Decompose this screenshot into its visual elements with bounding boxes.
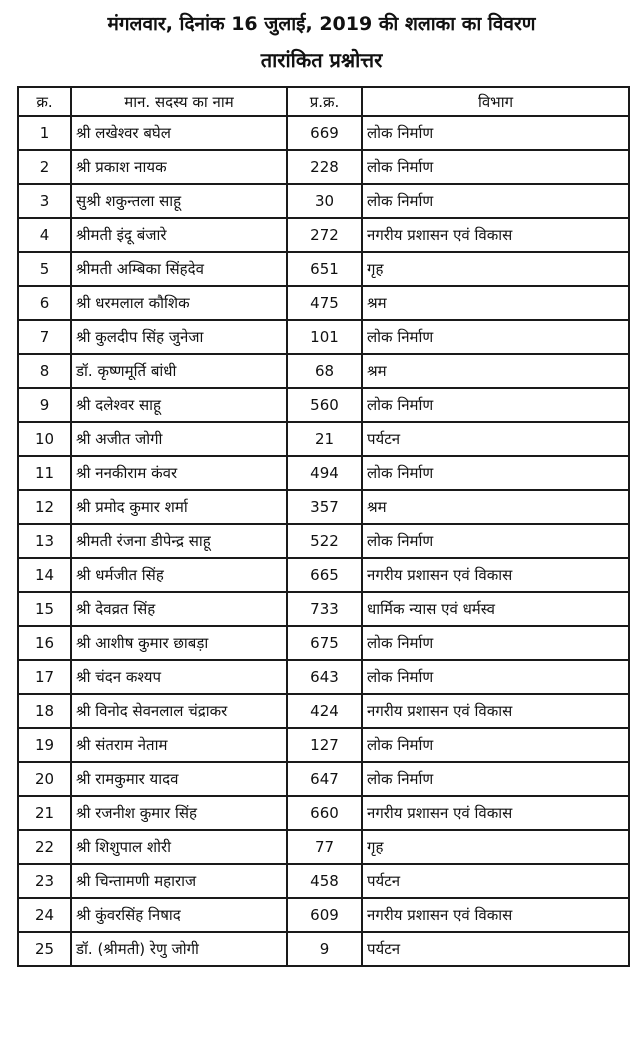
table-row <box>18 252 629 286</box>
row-department-cell: गृह <box>362 252 629 286</box>
row-department-cell: लोक निर्माण <box>362 116 629 150</box>
column-header-department: विभाग <box>362 87 629 116</box>
row-serial-cell: 21 <box>18 796 71 830</box>
row-question-no-cell: 127 <box>287 728 362 762</box>
row-question-no-cell: 101 <box>287 320 362 354</box>
row-member-name-cell: श्री प्रमोद कुमार शर्मा <box>71 490 287 524</box>
row-question-no-cell: 665 <box>287 558 362 592</box>
row-member-name-cell: श्री चिन्तामणी महाराज <box>71 864 287 898</box>
row-question-no-cell: 651 <box>287 252 362 286</box>
row-member-name-cell: सुश्री शकुन्तला साहू <box>71 184 287 218</box>
row-department-cell: लोक निर्माण <box>362 762 629 796</box>
row-member-name-cell: श्री आशीष कुमार छाबड़ा <box>71 626 287 660</box>
row-serial-cell: 12 <box>18 490 71 524</box>
row-question-no-cell: 9 <box>287 932 362 966</box>
table-body <box>18 116 629 966</box>
document-title: मंगलवार, दिनांक 16 जुलाई, 2019 की शलाका का विवरण <box>107 13 536 35</box>
column-header-question-no: प्र.क्र. <box>287 87 362 116</box>
row-serial-cell: 13 <box>18 524 71 558</box>
row-question-no-cell: 560 <box>287 388 362 422</box>
row-department-cell: पर्यटन <box>362 932 629 966</box>
table-row <box>18 830 629 864</box>
table-row <box>18 456 629 490</box>
row-department-cell: नगरीय प्रशासन एवं विकास <box>362 558 629 592</box>
row-question-no-cell: 458 <box>287 864 362 898</box>
row-member-name-cell: श्री कुंवरसिंह निषाद <box>71 898 287 932</box>
row-question-no-cell: 357 <box>287 490 362 524</box>
row-question-no-cell: 494 <box>287 456 362 490</box>
row-serial-cell: 4 <box>18 218 71 252</box>
table-row <box>18 762 629 796</box>
row-question-no-cell: 660 <box>287 796 362 830</box>
table-row <box>18 592 629 626</box>
row-question-no-cell: 475 <box>287 286 362 320</box>
table-row <box>18 524 629 558</box>
row-serial-cell: 8 <box>18 354 71 388</box>
row-question-no-cell: 68 <box>287 354 362 388</box>
row-serial-cell: 25 <box>18 932 71 966</box>
row-question-no-cell: 424 <box>287 694 362 728</box>
row-department-cell: पर्यटन <box>362 422 629 456</box>
row-question-no-cell: 30 <box>287 184 362 218</box>
row-department-cell: धार्मिक न्यास एवं धर्मस्व <box>362 592 629 626</box>
row-serial-cell: 9 <box>18 388 71 422</box>
row-serial-cell: 15 <box>18 592 71 626</box>
row-member-name-cell: श्रीमती इंदू बंजारे <box>71 218 287 252</box>
row-question-no-cell: 77 <box>287 830 362 864</box>
row-serial-cell: 20 <box>18 762 71 796</box>
row-department-cell: श्रम <box>362 490 629 524</box>
row-member-name-cell: श्री शिशुपाल शोरी <box>71 830 287 864</box>
table-row <box>18 116 629 150</box>
row-member-name-cell: श्री कुलदीप सिंह जुनेजा <box>71 320 287 354</box>
table-row <box>18 218 629 252</box>
table-row <box>18 388 629 422</box>
row-serial-cell: 17 <box>18 660 71 694</box>
row-serial-cell: 2 <box>18 150 71 184</box>
row-serial-cell: 11 <box>18 456 71 490</box>
row-member-name-cell: श्री विनोद सेवनलाल चंद्राकर <box>71 694 287 728</box>
row-member-name-cell: श्री प्रकाश नायक <box>71 150 287 184</box>
row-member-name-cell: श्री रजनीश कुमार सिंह <box>71 796 287 830</box>
row-department-cell: लोक निर्माण <box>362 728 629 762</box>
table-row <box>18 286 629 320</box>
table-header-row <box>18 87 629 116</box>
row-serial-cell: 1 <box>18 116 71 150</box>
row-member-name-cell: श्री लखेश्वर बघेल <box>71 116 287 150</box>
row-department-cell: लोक निर्माण <box>362 150 629 184</box>
row-department-cell: लोक निर्माण <box>362 626 629 660</box>
table-row <box>18 660 629 694</box>
table-row <box>18 558 629 592</box>
row-question-no-cell: 647 <box>287 762 362 796</box>
row-department-cell: लोक निर्माण <box>362 524 629 558</box>
row-department-cell: नगरीय प्रशासन एवं विकास <box>362 694 629 728</box>
row-member-name-cell: श्री रामकुमार यादव <box>71 762 287 796</box>
row-member-name-cell: श्रीमती अम्बिका सिंहदेव <box>71 252 287 286</box>
document-subtitle: तारांकित प्रश्नोत्तर <box>260 48 383 72</box>
row-question-no-cell: 733 <box>287 592 362 626</box>
row-member-name-cell: श्री दलेश्वर साहू <box>71 388 287 422</box>
row-serial-cell: 5 <box>18 252 71 286</box>
row-question-no-cell: 609 <box>287 898 362 932</box>
table-row <box>18 320 629 354</box>
row-member-name-cell: डॉ. कृष्णमूर्ति बांधी <box>71 354 287 388</box>
row-department-cell: लोक निर्माण <box>362 660 629 694</box>
row-department-cell: लोक निर्माण <box>362 320 629 354</box>
row-member-name-cell: श्री देवव्रत सिंह <box>71 592 287 626</box>
row-question-no-cell: 228 <box>287 150 362 184</box>
questions-table <box>17 86 630 967</box>
table-row <box>18 694 629 728</box>
table-row <box>18 932 629 966</box>
row-serial-cell: 14 <box>18 558 71 592</box>
row-department-cell: श्रम <box>362 286 629 320</box>
column-header-serial: क्र. <box>18 87 71 116</box>
table-row <box>18 864 629 898</box>
table-row <box>18 898 629 932</box>
table-row <box>18 150 629 184</box>
row-department-cell: पर्यटन <box>362 864 629 898</box>
table-row <box>18 490 629 524</box>
row-serial-cell: 10 <box>18 422 71 456</box>
table-row <box>18 626 629 660</box>
table-row <box>18 354 629 388</box>
row-serial-cell: 18 <box>18 694 71 728</box>
row-question-no-cell: 669 <box>287 116 362 150</box>
row-serial-cell: 22 <box>18 830 71 864</box>
table-row <box>18 422 629 456</box>
row-serial-cell: 24 <box>18 898 71 932</box>
row-serial-cell: 7 <box>18 320 71 354</box>
row-serial-cell: 3 <box>18 184 71 218</box>
row-serial-cell: 6 <box>18 286 71 320</box>
row-department-cell: लोक निर्माण <box>362 388 629 422</box>
row-member-name-cell: श्री ननकीराम कंवर <box>71 456 287 490</box>
row-member-name-cell: डॉ. (श्रीमती) रेणु जोगी <box>71 932 287 966</box>
row-member-name-cell: श्री धर्मजीत सिंह <box>71 558 287 592</box>
row-question-no-cell: 675 <box>287 626 362 660</box>
row-serial-cell: 16 <box>18 626 71 660</box>
table-row <box>18 184 629 218</box>
row-department-cell: लोक निर्माण <box>362 456 629 490</box>
column-header-member-name: मान. सदस्य का नाम <box>71 87 287 116</box>
table-row <box>18 796 629 830</box>
row-question-no-cell: 21 <box>287 422 362 456</box>
row-department-cell: नगरीय प्रशासन एवं विकास <box>362 898 629 932</box>
row-department-cell: नगरीय प्रशासन एवं विकास <box>362 218 629 252</box>
row-department-cell: श्रम <box>362 354 629 388</box>
row-serial-cell: 23 <box>18 864 71 898</box>
table-row <box>18 728 629 762</box>
row-question-no-cell: 272 <box>287 218 362 252</box>
row-member-name-cell: श्री धरमलाल कौशिक <box>71 286 287 320</box>
row-member-name-cell: श्री चंदन कश्यप <box>71 660 287 694</box>
row-department-cell: गृह <box>362 830 629 864</box>
row-member-name-cell: श्रीमती रंजना डीपेन्द्र साहू <box>71 524 287 558</box>
row-department-cell: लोक निर्माण <box>362 184 629 218</box>
row-member-name-cell: श्री अजीत जोगी <box>71 422 287 456</box>
row-question-no-cell: 522 <box>287 524 362 558</box>
row-question-no-cell: 643 <box>287 660 362 694</box>
row-member-name-cell: श्री संतराम नेताम <box>71 728 287 762</box>
row-serial-cell: 19 <box>18 728 71 762</box>
row-department-cell: नगरीय प्रशासन एवं विकास <box>362 796 629 830</box>
